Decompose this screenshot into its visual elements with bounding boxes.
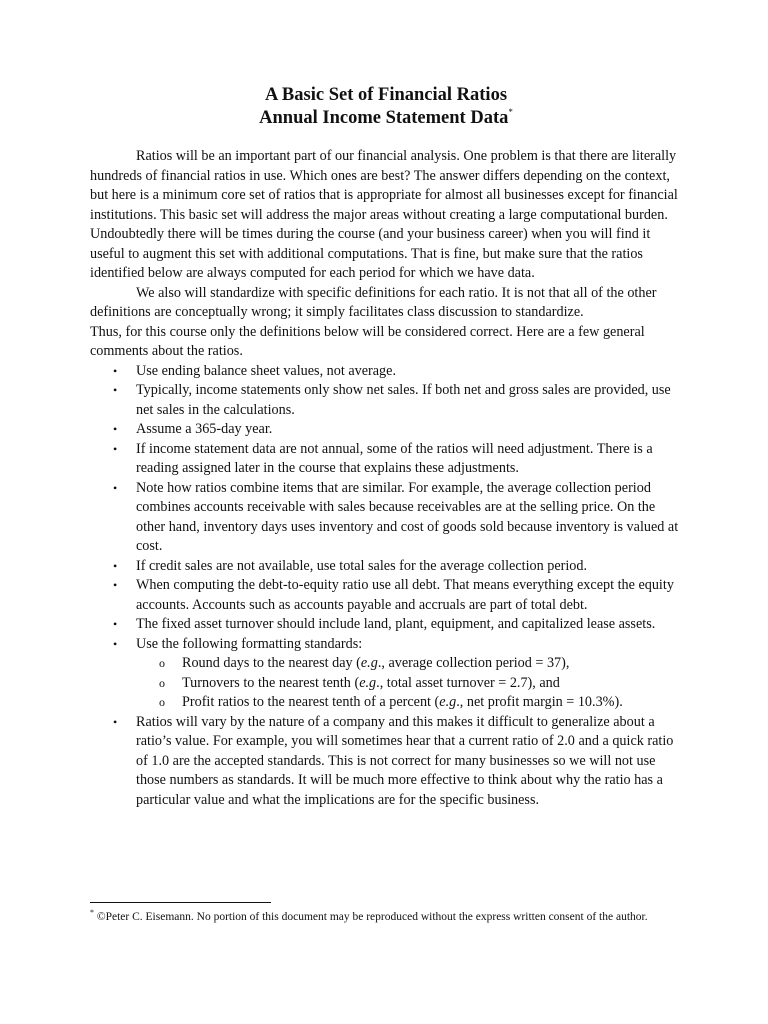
list-item-text: When computing the debt-to-equity ratio use all debt. That means everything except the equity accounts. Accounts such as accounts payable and accruals are part of total debt. [136,577,674,613]
bullet-icon: • [113,422,118,436]
list-item [90,420,682,440]
document-body [90,147,682,810]
list-item-text: Typically, income statements only show net sales. If both net and gross sales are provided, use net sales in the calculations. [136,382,671,418]
list-item-text: Note how ratios combine items that are similar. For example, the average collection period combines accounts receivable with sales because receivables are at the selling price. On the other hand, inventory days uses inventory and cost of goods sold because inventory is valued at cost. [136,479,679,554]
sub-item-text-start: Profit ratios to the nearest tenth of a percent ( [182,694,440,710]
bullet-icon: • [113,383,118,397]
bullet-icon: • [113,558,118,573]
footnote-marker: * [90,908,94,917]
document-subtitle [90,107,682,130]
footnote-divider [90,902,271,903]
list-item-text: Use the following formatting standards: [136,635,363,652]
footnote [90,909,682,925]
document-title [90,84,682,107]
bullet-icon: • [113,714,118,729]
list-item-text: Use ending balance sheet values, not average. [136,362,396,379]
list-item-text: If credit sales are not available, use total sales for the average collection period. [136,557,588,574]
standardize-paragraph: We also will standardize with specific definitions for each ratio. It is not that all of the other definitions are conceptually wrong; it simply facilitates class discussion to standardize. [90,284,657,320]
list-item-text: The fixed asset turnover should include land, plant, equipment, and capitalized lease assets. [136,616,656,632]
list-item [90,479,682,557]
formatting-standards-list [136,654,682,713]
list-item [90,381,682,420]
circle-bullet-icon: o [159,675,165,690]
list-item-text: Assume a 365-day year. [136,421,273,437]
bullet-icon: • [113,617,118,631]
title-footnote-marker: * [508,107,513,117]
title-line-1: A Basic Set of Financial Ratios [264,85,508,105]
sub-item-text-start: Round days to the nearest day ( [182,655,361,671]
list-item [90,713,682,811]
circle-bullet-icon: o [159,656,165,670]
bullet-icon: • [113,441,118,456]
title-line-2: Annual Income Statement Data [259,108,509,128]
footnote-text: ©Peter C. Eisemann. No portion of this document may be reproduced without the express written consent of the author. [94,911,648,923]
bullet-icon: • [113,363,118,378]
sub-item-text-end: ., total asset turnover = 2.7), and [376,674,560,691]
list-item [90,557,682,577]
sub-list-item [136,654,682,674]
definitions-paragraph: Thus, for this course only the definitions below will be considered correct. Here are a few general comments about the ratios. [90,323,645,359]
sub-list-item [136,693,682,713]
sub-item-eg: e.g [360,655,378,671]
list-item [90,440,682,479]
list-item [90,576,682,615]
document-page [90,84,682,810]
circle-bullet-icon: o [159,695,165,709]
list-item-text: If income statement data are not annual, some of the ratios will need adjustment. There is a reading assigned later in the course that explains these adjustments. [136,440,653,476]
sub-item-text-end: ., net profit margin = 10.3%). [456,694,623,710]
list-item-text: Ratios will vary by the nature of a company and this makes it difficult to generalize about a ratio’s value. For example, you will sometimes hear that a current ratio of 2.0 and a quick ratio of 1.0 are the accepted standards. This is not correct for many businesses so we will not use those numbers as standards. It will be much more effective to think about why the ratio has a particular value and what the implications are for the specific business. [136,713,674,808]
comments-list [90,362,682,811]
sub-item-text-end: ., average collection period = 37), [377,655,570,671]
sub-list-item [136,674,682,694]
sub-item-eg: e.g [359,674,377,691]
list-item [90,615,682,635]
bullet-icon: • [113,636,118,651]
intro-paragraph: Ratios will be an important part of our financial analysis. One problem is that there are literally hundreds of financial ratios in use. Which ones are best? The answer differs depending on the context, but here is a minimum core set of ratios that is appropriate for almost all businesses except for financial institutions. This basic set will address the major areas without creating a large computational burden. Undoubtedly there will be times during the course (and your business career) when you will find it useful to augment this set with additional computations. That is fine, but make sure that the ratios identified below are always computed for each period for which we have data. [90,148,678,281]
bullet-icon: • [113,578,118,592]
list-item [90,362,682,382]
list-item [90,635,682,713]
bullet-icon: • [113,480,118,495]
sub-item-eg: e.g [439,694,457,710]
sub-item-text-start: Turnovers to the nearest tenth ( [182,674,360,691]
